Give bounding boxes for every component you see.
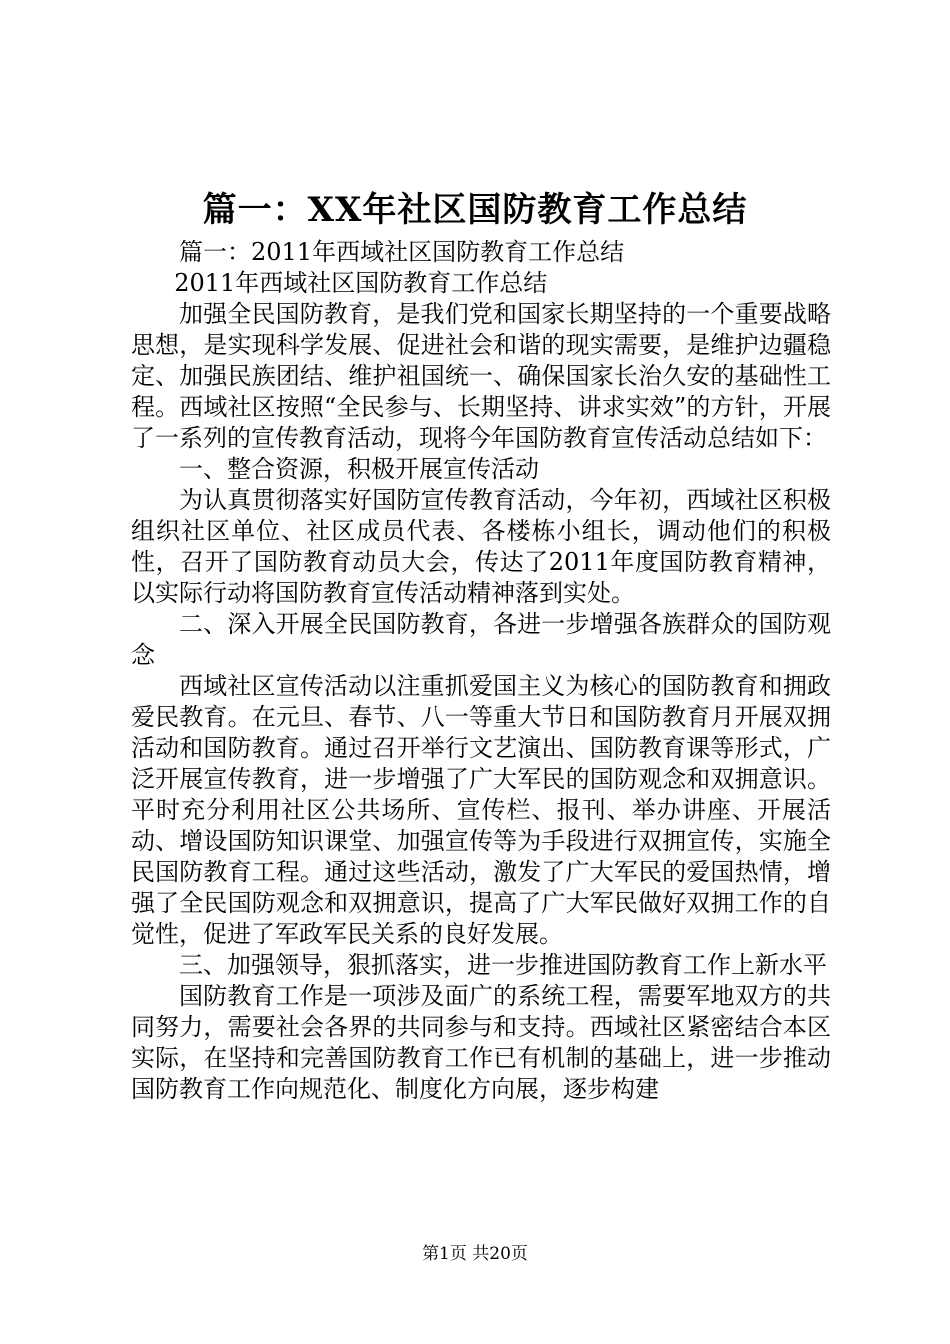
document-body <box>131 237 831 1105</box>
page-footer: 第1页 共20页 <box>422 1244 528 1264</box>
section-heading: 一、整合资源，积极开展宣传活动 <box>179 455 539 483</box>
body-paragraph: 加强全民国防教育，是我们党和国家长期坚持的一个重要战略思想，是实现科学发展、促进社会和谐的现实需要，是维护边疆稳定、加强民族团结、维护祖国统一、确保国家长治久安的基础性工程。西域社区按照“全民参与、长期坚持、讲求实效”的方针，开展了一系列的宣传教育活动，现将今年国防教育宣传活动总结如下： <box>131 300 831 452</box>
subtitle-line: 2011年西域社区国防教育工作总结 <box>174 269 548 297</box>
section-heading: 二、深入开展全民国防教育，各进一步增强各族群众的国防观念 <box>131 610 831 669</box>
body-paragraph: 西域社区宣传活动以注重抓爱国主义为核心的国防教育和拥政爱民教育。在元旦、春节、八一等重大节日和国防教育月开展双拥活动和国防教育。通过召开举行文艺演出、国防教育课等形式，广泛开展宣传教育，进一步增强了广大军民的国防观念和双拥意识。平时充分利用社区公共场所、宣传栏、报刊、举办讲座、开展活动、增设国防知识课堂、加强宣传等为手段进行双拥宣传，实施全民国防教育工程。通过这些活动，激发了广大军民的爱国热情，增强了全民国防观念和双拥意识，提高了广大军民做好双拥工作的自觉性，促进了军政军民关系的良好发展。 <box>131 672 831 948</box>
section-heading: 三、加强领导，狠抓落实，进一步推进国防教育工作上新水平 <box>179 951 827 979</box>
document-title: 篇一：XX年社区国防教育工作总结 <box>202 190 748 230</box>
body-paragraph: 为认真贯彻落实好国防宣传教育活动，今年初，西域社区积极组织社区单位、社区成员代表、各楼栋小组长，调动他们的积极性，召开了国防教育动员大会，传达了2011年度国防教育精神，以实际行动将国防教育宣传活动精神落到实处。 <box>131 486 831 607</box>
body-paragraph: 国防教育工作是一项涉及面广的系统工程，需要军地双方的共同努力，需要社会各界的共同参与和支持。西域社区紧密结合本区实际，在坚持和完善国防教育工作已有机制的基础上，进一步推动国防教育工作向规范化、制度化方向展，逐步构建 <box>131 982 831 1103</box>
subtitle-line: 篇一：2011年西域社区国防教育工作总结 <box>179 238 625 266</box>
